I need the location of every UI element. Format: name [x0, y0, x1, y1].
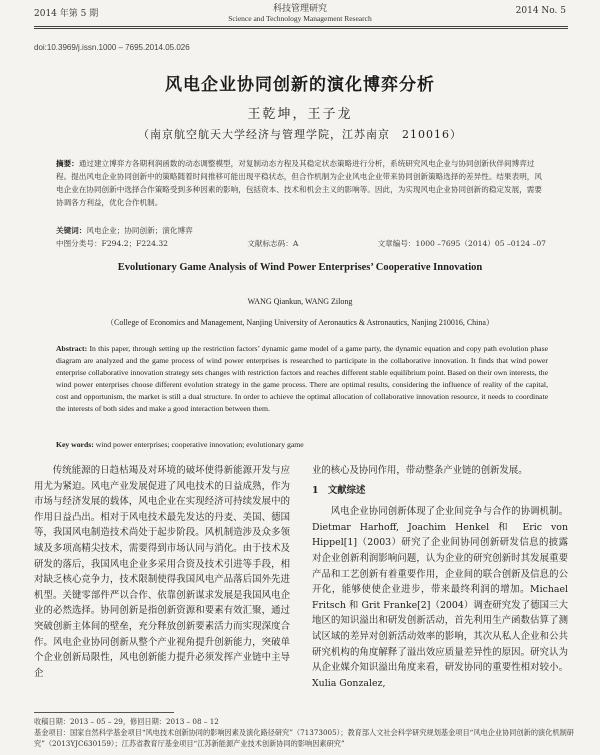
- journal-name-cn: 科技管理研究: [272, 4, 327, 14]
- abstract-cn-label: 摘要：: [56, 159, 79, 168]
- header-rule-thin: [34, 28, 568, 29]
- document-code: 文献标志码：A: [247, 239, 299, 248]
- abstract-en: [56, 343, 548, 415]
- header-rule: [34, 26, 568, 27]
- abstract-cn: [56, 157, 546, 209]
- body-column-right: [312, 463, 568, 691]
- abstract-en-text: In this paper, through setting up the restriction factors’ dynamic game model of a game party, the dynamic equation and copy path evolution phase diagram are analyzed and the game process of wind power enterprises is researched to participate in the collaborative innovation. It finds that wind power enterprise collaborative innovation strategy sets changes with restriction factors and reaches different stable equilibrium point. Based on their own interests, the wind power enterprises choose different evolution strategy in the game process. There are optimal results, considering the influence of reality of the capital, cost and opportunism, the market is still a dual structure. In order to achieve the optimal allocation of collaborative innovation resource, it needs to coordinate the interests of both sides and make a good interaction between them.: [56, 344, 548, 413]
- footnote: [34, 716, 574, 749]
- body-column-left: 传统能源的日趋枯竭及对环境的破坏使得新能源开发与应用尤为紧迫。风电产业发展促进了风电技术的日益成熟，作为市场与经济发展的载体，风电企业在实现经济可持续发展中的作用日益凸出。相对于风电技术最先发达的丹麦、美国、德国等，我国风电制造技术尚处于起步阶段。风机制造涉及众多领域及多项高精尖技术，需要得到市场认同与消化。由于技术及研发的落后，我国风电企业多采用合资及技术引进等手段，相对缺乏核心竞争力，技术限制使得我国风电产品落后国外先进机型。关键零部件严以合作、依靠创新谋求发展是我国风电企业的必然选择。协同创新是指创新资源和要素有效汇聚，通过突破创新主体间的壁垒，充分释放创新要素活力而实现深度合作。风电企业协同创新从整个产业视角提升创新能力，突破单个企业创新局限性，风电创新能力提升必须发挥产业链中主导企: [34, 465, 290, 679]
- article-number: 文章编号：1000 –7695（2014）05 –0124 –07: [377, 239, 546, 248]
- page-title: 风电企业协同创新的演化博弈分析: [165, 75, 435, 95]
- clc-number: 中图分类号：F294.2；F224.32: [56, 239, 169, 248]
- fund-info: 基金项目：国家自然科学基金项目“风电技术创新协同的影响因素及演化路径研究”（71373005）；教育部人文社会科学研究规划基金项目“风电企业协同创新的演化机制研究”（2013YJC630159）；江苏省教育厅基金项目“江苏新能源产业技术创新协同的影响因素研究”: [34, 728, 574, 748]
- english-title: Evolutionary Game Analysis of Wind Power Enterprises’ Cooperative Innovation: [117, 262, 483, 273]
- body-paragraph: 风电企业协同创新体现了企业间竞争与合作的协调机制。Dietmar Harhoff, Joachim Henkel 和 Eric von Hippel[1]（2003）研究了企业间协同创新研发信息的披露对企业创新利润影响问题，认为企业的研究创新时其发展重要产品和工艺创新有着重要作用，企业间的联合创新及信息的公开化，能够使使企业进步，带来最终利润的增加。Michael Fritsch 和 Grit Franke[2]（2004）调查研究发了德国三大地区的知识溢出和研发创新活动，首先利用生产函数估算了测试区域的差异对创新活动效率的影响，其次从私人企业和公共研究机构的角度解释了溢出效应质量差异性的原因。研究认为从企业媒介知识溢出角度来看，研发协同的重要性相对较小。Xulia Gonzalez,: [312, 506, 568, 689]
- received-date: 收稿日期：2013 – 05 – 29，修回日期：2013 – 08 – 12: [34, 717, 219, 726]
- running-header-volume: 2014 No. 5: [515, 6, 566, 16]
- abstract-cn-text: 通过建立博弈方各期利润函数的动态调整模型，对复制动态方程及其稳定状态策略进行分析，系统研究风电企业与协同创新伙伴间博弈过程。提出风电企业协同创新中的策略随着时间推移可能出现平稳状态，但合作机制为企业风电企业带来协同创新策略选择的差异性。结果表明，风电企业在协同创新中选择合作策略受到多种因素的影响，包括资本、技术和机会主义的影响等。因此，为实现风电企业协同创新的稳定发展，需要协调各方利益，优化合作机制。: [56, 159, 542, 207]
- doi: doi:10.3969/j.issn.1000 – 7695.2014.05.026: [34, 43, 190, 52]
- running-header-issue: 2014 年第 5 期: [34, 9, 99, 19]
- affiliation-cn: （南京航空航天大学经济与管理学院，江苏南京 210016）: [138, 128, 462, 141]
- body-paragraph: 业的核心及协同作用，带动整条产业链的创新发展。: [312, 465, 528, 476]
- section-heading: 1 文献综述: [312, 484, 366, 496]
- classification-row: [56, 238, 546, 249]
- keywords-cn-text: 风电企业；协同创新；演化博弈: [86, 226, 193, 235]
- running-header-journal: [0, 1, 600, 23]
- abstract-en-label: Abstract:: [56, 344, 88, 353]
- keywords-cn-label: 关键词：: [56, 226, 87, 235]
- journal-name-en: Science and Technology Management Research: [228, 14, 372, 23]
- footnote-rule: [34, 712, 174, 713]
- affiliation-en: （College of Economics and Management, Nanjing University of Aeronautics & Astronautics, Nanjing 210016, China）: [106, 318, 494, 327]
- authors-en: WANG Qiankun, WANG Zilong: [247, 297, 353, 306]
- authors-cn: 王乾坤，王子龙: [247, 107, 353, 122]
- keywords-en: [56, 440, 548, 449]
- keywords-cn: [56, 225, 546, 236]
- keywords-en-label: Key words:: [56, 440, 94, 449]
- keywords-en-text: wind power enterprises; cooperative innovation; evolutionary game: [93, 440, 304, 449]
